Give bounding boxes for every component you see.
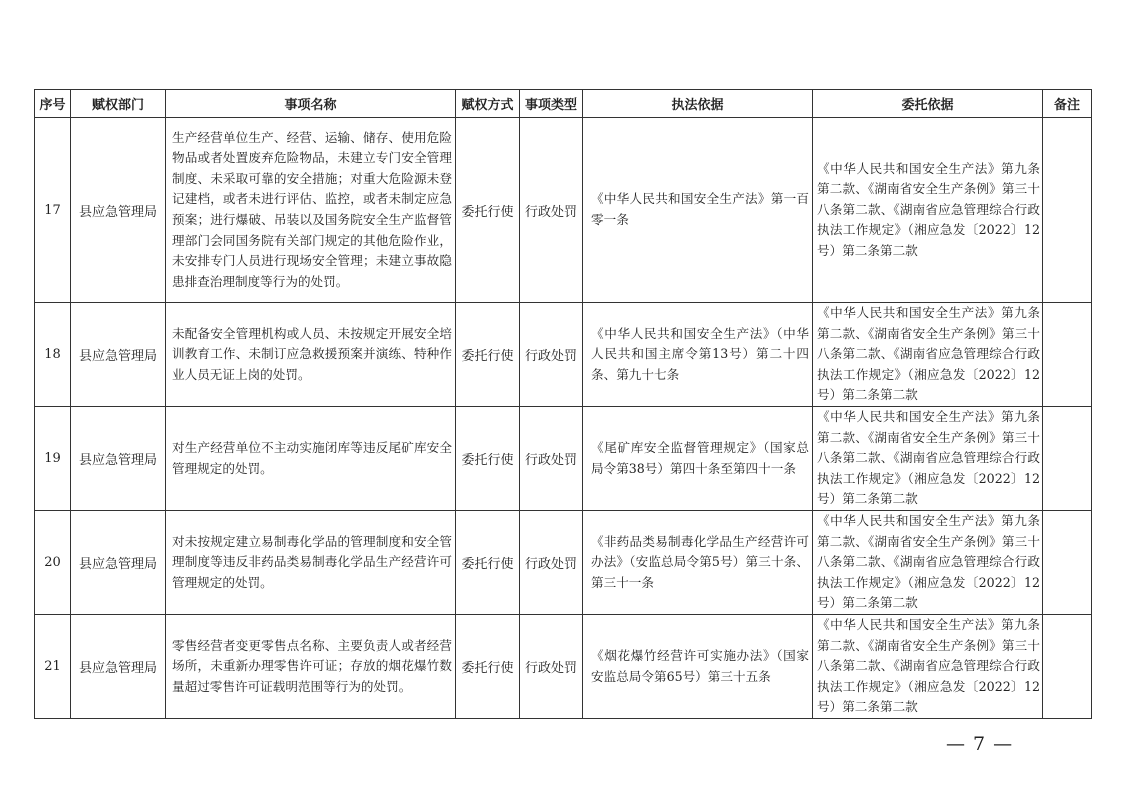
cell-type: 行政处罚	[520, 615, 583, 719]
cell-dept: 县应急管理局	[71, 118, 166, 303]
cell-law	[583, 511, 813, 615]
cell-type: 行政处罚	[520, 303, 583, 407]
cell-note	[1043, 303, 1092, 407]
cell-num: 19	[35, 407, 71, 511]
cell-note	[1043, 118, 1092, 303]
cell-law	[583, 407, 813, 511]
table-row	[35, 615, 1092, 719]
cell-basis	[813, 511, 1043, 615]
cell-num: 21	[35, 615, 71, 719]
header-note: 备注	[1043, 90, 1092, 118]
table-row	[35, 118, 1092, 303]
item-text: 对生产经营单位不主动实施闭库等违反尾矿库安全管理规定的处罚。	[172, 439, 452, 476]
law-text: 《尾矿库安全监督管理规定》（国家总局令第38号）第四十条至第四十一条	[591, 439, 809, 476]
item-text: 生产经营单位生产、经营、运输、储存、使用危险物品或者处置废弃危险物品，未建立专门安全管理制度、未采取可靠的安全措施；对重大危险源未登记建档，或者未进行评估、监控，或者未制定应急预案；进行爆破、吊装以及国务院安全生产监督管理部门会同国务院有关部门规定的其他危险作业，未安排专门人员进行现场安全管理；未建立事故隐患排查治理制度等行为的处罚。	[172, 129, 452, 289]
delegation-table	[34, 89, 1092, 719]
header-law: 执法依据	[583, 90, 813, 118]
page-number: — 7 —	[946, 733, 1014, 755]
law-text: 《中华人民共和国安全生产法》第一百零一条	[591, 191, 809, 227]
cell-basis	[813, 407, 1043, 511]
table-row	[35, 407, 1092, 511]
basis-text: 《中华人民共和国安全生产法》第九条第二款、《湖南省安全生产条例》第三十八条第二款、《湖南省应急管理综合行政执法工作规定》（湘应急发〔2022〕12号）第二条第二款	[817, 160, 1040, 258]
cell-note	[1043, 615, 1092, 719]
cell-method: 委托行使	[456, 118, 520, 303]
item-text: 未配备安全管理机构或人员、未按规定开展安全培训教育工作、未制订应急救援预案并演练、特种作业人员无证上岗的处罚。	[172, 325, 452, 382]
law-text: 《烟花爆竹经营许可实施办法》（国家安监总局令第65号）第三十五条	[591, 647, 809, 684]
cell-basis	[813, 118, 1043, 303]
cell-dept: 县应急管理局	[71, 303, 166, 407]
cell-note	[1043, 511, 1092, 615]
header-method: 赋权方式	[456, 90, 520, 118]
cell-dept: 县应急管理局	[71, 407, 166, 511]
cell-law	[583, 303, 813, 407]
cell-item	[166, 407, 456, 511]
cell-method: 委托行使	[456, 615, 520, 719]
header-dept: 赋权部门	[71, 90, 166, 118]
basis-text: 《中华人民共和国安全生产法》第九条第二款、《湖南省安全生产条例》第三十八条第二款、《湖南省应急管理综合行政执法工作规定》（湘应急发〔2022〕12号）第二条第二款	[817, 513, 1040, 611]
cell-method: 委托行使	[456, 407, 520, 511]
cell-note	[1043, 407, 1092, 511]
basis-text: 《中华人民共和国安全生产法》第九条第二款、《湖南省安全生产条例》第三十八条第二款、《湖南省应急管理综合行政执法工作规定》（湘应急发〔2022〕12号）第二条第二款	[817, 409, 1040, 507]
item-text: 零售经营者变更零售点名称、主要负责人或者经营场所，未重新办理零售许可证；存放的烟花爆竹数量超过零售许可证载明范围等行为的处罚。	[172, 637, 452, 694]
header-item: 事项名称	[166, 90, 456, 118]
cell-type: 行政处罚	[520, 407, 583, 511]
cell-method: 委托行使	[456, 511, 520, 615]
table-header-row	[35, 90, 1092, 118]
cell-num: 18	[35, 303, 71, 407]
cell-num: 20	[35, 511, 71, 615]
header-basis: 委托依据	[813, 90, 1043, 118]
law-text: 《中华人民共和国安全生产法》（中华人民共和国主席令第13号）第二十四条、第九十七条	[591, 325, 809, 382]
header-num: 序号	[35, 90, 71, 118]
item-text: 对未按规定建立易制毒化学品的管理制度和安全管理制度等违反非药品类易制毒化学品生产经营许可管理规定的处罚。	[172, 533, 452, 590]
cell-basis	[813, 615, 1043, 719]
cell-type: 行政处罚	[520, 118, 583, 303]
header-type: 事项类型	[520, 90, 583, 118]
cell-item	[166, 511, 456, 615]
law-text: 《非药品类易制毒化学品生产经营许可办法》（安监总局令第5号）第三十条、第三十一条	[591, 533, 809, 590]
cell-type: 行政处罚	[520, 511, 583, 615]
table-row	[35, 511, 1092, 615]
cell-basis	[813, 303, 1043, 407]
cell-law	[583, 118, 813, 303]
cell-item	[166, 615, 456, 719]
cell-num: 17	[35, 118, 71, 303]
cell-dept: 县应急管理局	[71, 511, 166, 615]
basis-text: 《中华人民共和国安全生产法》第九条第二款、《湖南省安全生产条例》第三十八条第二款、《湖南省应急管理综合行政执法工作规定》（湘应急发〔2022〕12号）第二条第二款	[817, 305, 1040, 403]
cell-method: 委托行使	[456, 303, 520, 407]
basis-text: 《中华人民共和国安全生产法》第九条第二款、《湖南省安全生产条例》第三十八条第二款、《湖南省应急管理综合行政执法工作规定》（湘应急发〔2022〕12号）第二条第二款	[817, 617, 1040, 715]
cell-item	[166, 118, 456, 303]
cell-item	[166, 303, 456, 407]
cell-law	[583, 615, 813, 719]
cell-dept: 县应急管理局	[71, 615, 166, 719]
table-row	[35, 303, 1092, 407]
